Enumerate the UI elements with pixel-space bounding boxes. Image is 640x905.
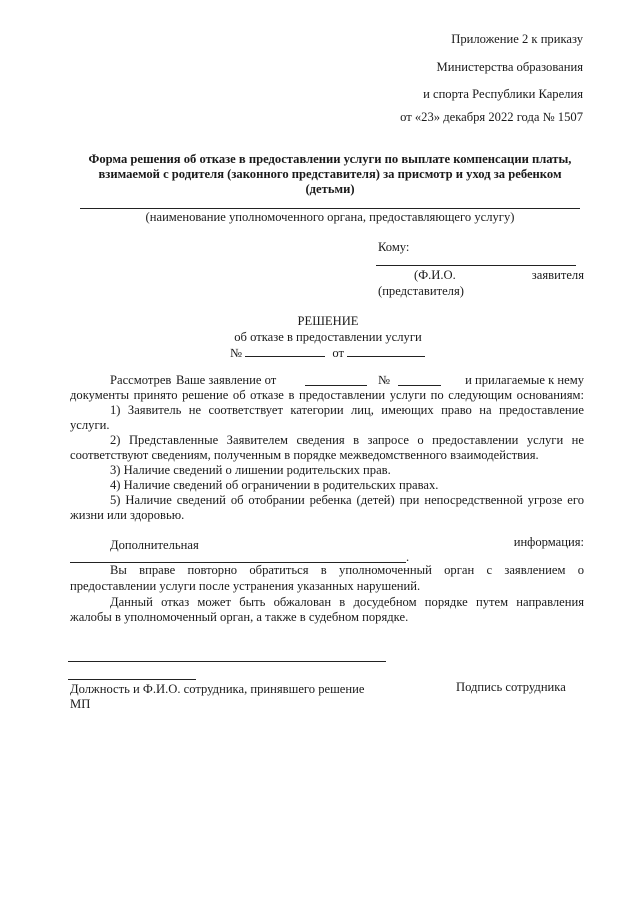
ministry-line: Министерства образования bbox=[436, 60, 583, 74]
intro-attachments: и прилагаемые к нему bbox=[465, 373, 584, 387]
order-date-line: от «23» декабря 2022 года № 1507 bbox=[400, 110, 583, 124]
information-label: информация: bbox=[513, 535, 584, 549]
date-prefix: от bbox=[332, 346, 344, 360]
reason4: 4) Наличие сведений об ограничении в родительских правах. bbox=[110, 478, 439, 492]
number-prefix: № bbox=[230, 346, 243, 360]
number-blank bbox=[245, 344, 325, 357]
reason5-line1: 5) Наличие сведений об отобрании ребенка (детей) при непосредственной угрозе его bbox=[110, 493, 584, 507]
decision-number-row bbox=[230, 344, 425, 361]
form-title-line1: Форма решения об отказе в предоставлении услуги по выплате компенсации платы, bbox=[88, 152, 572, 166]
to-label: Кому: bbox=[378, 240, 410, 254]
republic-line: и спорта Республики Карелия bbox=[423, 87, 583, 101]
recipient-line bbox=[376, 265, 576, 266]
position-line-short bbox=[68, 679, 196, 680]
intro-number-sign: № bbox=[378, 373, 391, 387]
form-title-line2: взимаемой с родителя (законного представителя) за присмотр и уход за ребенком bbox=[98, 167, 562, 181]
reason2-line1: 2) Представленные Заявителем сведения в запросе о предоставлении услуги не bbox=[110, 433, 584, 447]
additional-info-period: . bbox=[406, 550, 410, 564]
reason2-line2: соответствуют сведениям, полученным в порядке межведомственного взаимодействия. bbox=[70, 448, 539, 462]
application-date-blank bbox=[305, 373, 367, 386]
fio-label: (Ф.И.О. bbox=[414, 268, 456, 282]
authority-caption: (наименование уполномоченного органа, предоставляющего услугу) bbox=[145, 210, 515, 224]
appeal2-line2: жалобы в уполномоченный орган, а также в судебном порядке. bbox=[70, 610, 409, 624]
reason3: 3) Наличие сведений о лишении родительских прав. bbox=[110, 463, 391, 477]
intro-rassmotrev: Рассмотрев bbox=[110, 373, 172, 387]
applicant-label: заявителя bbox=[531, 268, 584, 282]
appeal1-line1: Вы вправе повторно обратиться в уполномоченный орган с заявлением о bbox=[110, 563, 584, 577]
reason1-line1: 1) Заявитель не соответствует категории лиц, имеющих право на предоставление bbox=[110, 403, 584, 417]
additional-label: Дополнительная bbox=[110, 538, 199, 552]
stamp-label: МП bbox=[70, 697, 91, 711]
position-label: Должность и Ф.И.О. сотрудника, принявшего решение bbox=[70, 682, 365, 696]
reason1-line2: услуги. bbox=[70, 418, 110, 432]
reason5-line2: жизни или здоровью. bbox=[70, 508, 185, 522]
appendix-line: Приложение 2 к приказу bbox=[451, 32, 583, 46]
application-number-blank bbox=[398, 373, 441, 386]
position-line-long bbox=[68, 661, 386, 662]
decision-title: РЕШЕНИЕ bbox=[297, 314, 359, 328]
intro-line2: документы принято решение об отказе в предоставлении услуги по следующим основаниям: bbox=[70, 388, 584, 402]
intro-application: Ваше заявление от bbox=[176, 373, 277, 387]
appeal2-line1: Данный отказ может быть обжалован в досудебном порядке путем направления bbox=[110, 595, 584, 609]
decision-subtitle: об отказе в предоставлении услуги bbox=[234, 330, 422, 344]
authority-name-line bbox=[80, 208, 580, 209]
appeal1-line2: предоставлении услуги после устранения указанных нарушений. bbox=[70, 579, 421, 593]
signature-label: Подпись сотрудника bbox=[456, 680, 566, 694]
form-title-line3: (детьми) bbox=[305, 182, 355, 196]
representative-label: (представителя) bbox=[378, 284, 464, 298]
date-blank bbox=[347, 344, 425, 357]
